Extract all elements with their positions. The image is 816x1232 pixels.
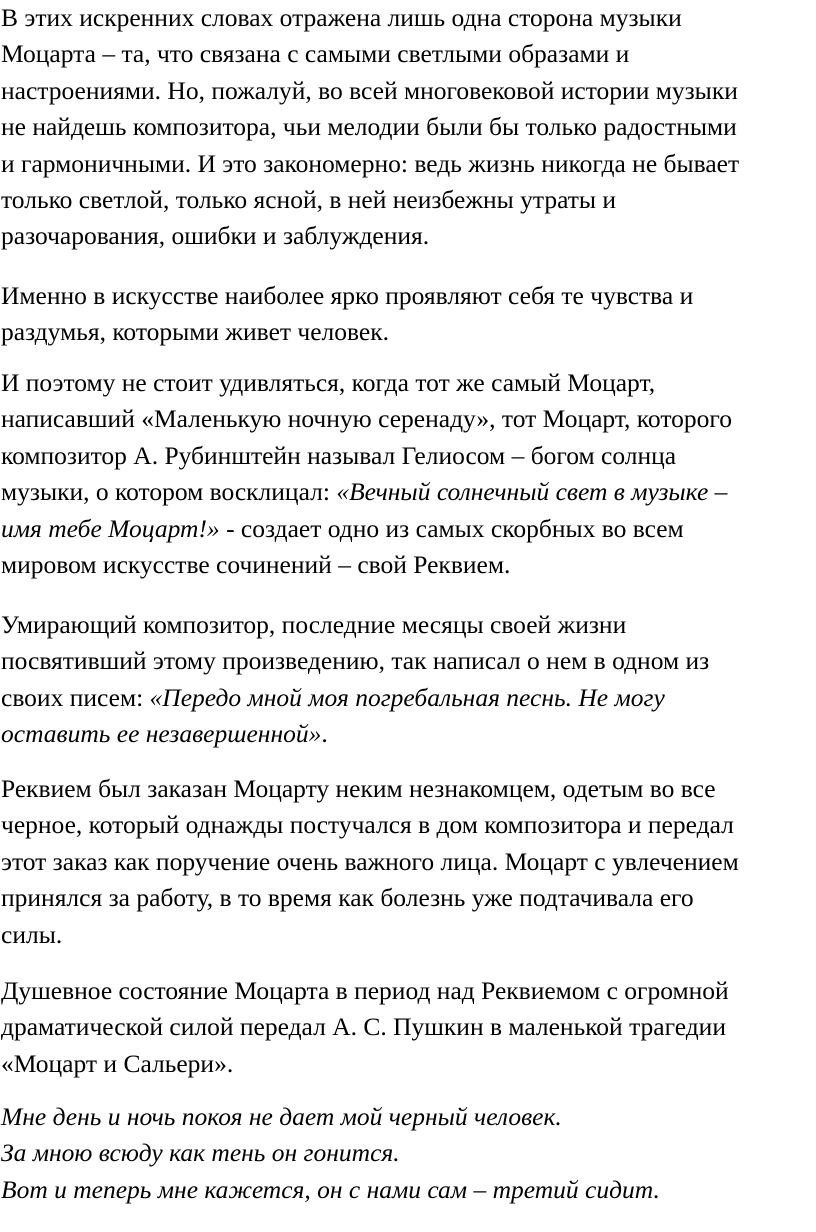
text-line: и гармоничными. И это закономерно: ведь жизнь никогда не бывает <box>1 148 740 178</box>
text-line: мировом искусстве сочинений – свой Реквием. <box>1 550 511 580</box>
paragraph-requiem-intro <box>1 365 732 583</box>
text-line: И поэтому не стоит удивляться, когда тот же самый Моцарт, <box>1 368 656 397</box>
paragraph-art-feelings <box>1 278 693 351</box>
text-line: черное, который однажды постучался в дом композитора и передал <box>1 810 734 840</box>
text-line <box>1 680 709 716</box>
poem-quote <box>1 1099 660 1208</box>
text-run: - создает одно из самых скорбных во всем <box>219 513 684 543</box>
text-line: написавший «Маленькую ночную серенаду», тот Моцарт, которого <box>1 404 732 434</box>
text-line <box>1 511 732 547</box>
text-line: силы. <box>1 919 63 949</box>
text-line: раздумья, которыми живет человек. <box>1 317 390 347</box>
quote-rubinstein: «Вечный солнечный свет в музыке – <box>336 477 728 507</box>
text-line: принялся за работу, в то время как болезнь уже подтачивала его <box>1 883 694 913</box>
text-run: музыки, о котором восклицал: <box>1 477 337 507</box>
text-line: Душевное состояние Моцарта в период над Реквиемом с огромной <box>1 976 729 1005</box>
quote-rubinstein-end: имя тебе Моцарт!» <box>1 513 220 543</box>
text-run: . <box>321 719 328 749</box>
text-line: драматической силой передал А. С. Пушкин в маленькой трагедии <box>1 1012 726 1042</box>
text-line: настроениями. Но, пожалуй, во всей многовековой истории музыки <box>1 75 738 105</box>
text-line <box>1 716 709 752</box>
text-run: своих писем: <box>1 682 150 712</box>
text-line: Моцарта – та, что связана с самыми светлыми образами и <box>1 39 630 69</box>
quote-letter-end: оставить ее незавершенной» <box>1 719 322 749</box>
poem-line: За мною всюду как тень он гонится. <box>1 1138 400 1168</box>
paragraph-dying-composer <box>1 607 709 753</box>
text-line: посвятивший этому произведению, так написал о нем в одном из <box>1 646 710 676</box>
text-line: разочарования, ошибки и заблуждения. <box>1 221 430 251</box>
poem-line: Мне день и ночь покоя не дает мой черный человек. <box>1 1102 562 1131</box>
text-line: Умирающий композитор, последние месяцы своей жизни <box>1 610 627 639</box>
poem-line: Вот и теперь мне кажется, он с нами сам – третий сидит. <box>1 1174 660 1204</box>
quote-letter: «Передо мной моя погребальная песнь. Не могу <box>149 682 665 712</box>
text-line: композитор А. Рубинштейн называл Гелиосом – богом солнца <box>1 440 677 470</box>
text-line: не найдешь композитора, чьи мелодии были бы только радостными <box>1 112 737 142</box>
text-line <box>1 474 732 510</box>
text-line: «Моцарт и Сальери». <box>1 1048 234 1078</box>
paragraph-mozart-light <box>1 0 739 255</box>
text-line: В этих искренних словах отражена лишь одна сторона музыки <box>1 3 682 32</box>
text-line: Именно в искусстве наиболее ярко проявляют себя те чувства и <box>1 281 694 310</box>
paragraph-pushkin <box>1 973 729 1082</box>
text-line: только светлой, только ясной, в ней неизбежны утраты и <box>1 185 617 215</box>
text-line: этот заказ как поручение очень важного лица. Моцарт с увлечением <box>1 846 739 876</box>
text-line: Реквием был заказан Моцарту неким незнакомцем, одетым во все <box>1 774 716 803</box>
paragraph-stranger-order <box>1 771 739 953</box>
